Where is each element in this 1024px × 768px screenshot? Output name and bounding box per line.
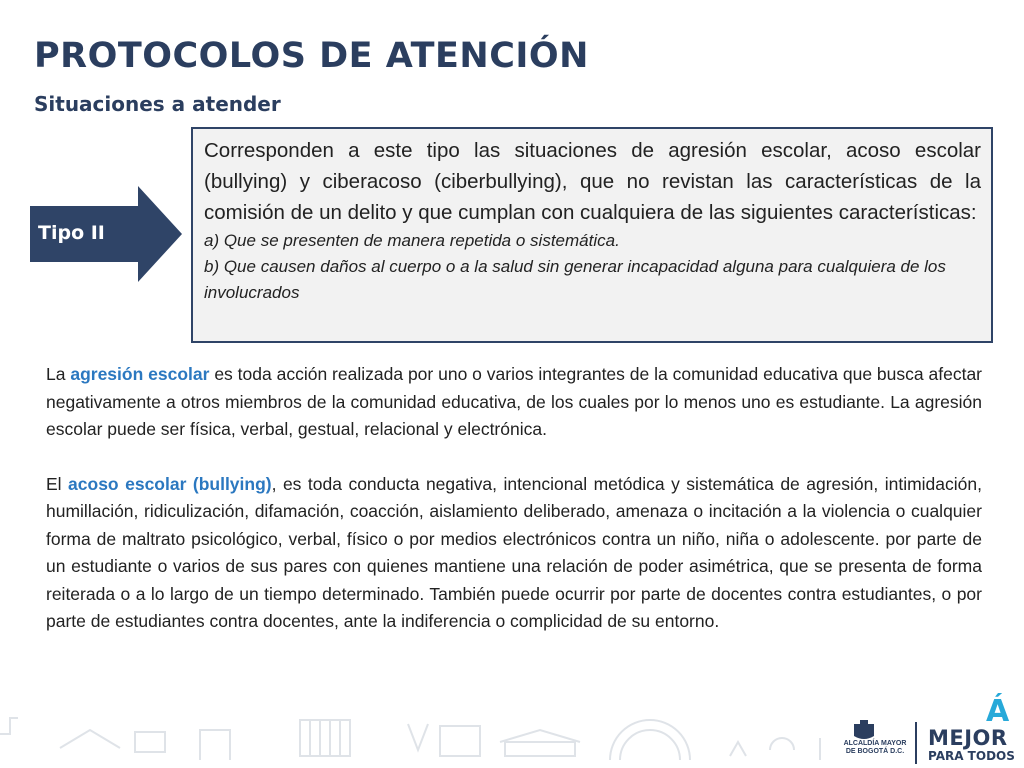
body-text [46,361,982,636]
slide-title: PROTOCOLOS DE ATENCIÓN [34,36,589,76]
paragraph-agresion [46,361,982,444]
definition-box [191,127,993,343]
logo-mejor: MEJOR [928,726,1008,750]
paragraph-acoso-post: , es toda conducta negativa, intencional metódica y sistemática de agresión, intimidación, humillación, ridiculización, difamación, coacción, aislamiento deliberado, amenaza o incitación a la violencia o cualquier forma de maltrato psicológico, verbal, físico o por medios electrónicos contra un niño, niña o adolescente. por parte de un estudiante o varios de sus pares con quienes mantiene una relación de poder asimétrica, que se presenta de forma reiterada o a lo largo de un tiempo determinado. También puede ocurrir por parte de docentes contra estudiantes, o por parte de estudiantes contra docentes, ante la indiferencia o complicidad de su entorno. [46,473,982,631]
term-agresion-escolar: agresión escolar [70,364,210,384]
arrow-label: Tipo II [38,222,105,244]
criterion-a: a) Que se presenten de manera repetida o sistemática. [204,231,620,250]
slide-subtitle: Situaciones a atender [34,92,281,116]
alcaldia-line2: DE BOGOTÁ D.C. [845,748,905,755]
alcaldia-text [838,740,912,756]
alcaldia-line1: ALCALDÍA MAYOR [843,740,907,747]
paragraph-acoso-pre: El [46,473,69,494]
criterion-b: b) Que causen daños al cuerpo o a la salud sin generar incapacidad alguna para cualquiera de los involucrados [204,257,946,302]
term-acoso-escolar: acoso escolar (bullying) [68,473,272,494]
paragraph-acoso [46,471,982,636]
logo-divider [915,722,917,764]
paragraph-agresion-pre: La [46,364,71,384]
paragraph-agresion-post: es toda acción realizada por uno o varios integrantes de la comunidad educativa que busca afectar negativamente a otros miembros de la comunidad educativa, de los cuales por lo menos uno es estudiante. La agresión escolar puede ser física, verbal, gestual, relacional y electrónica. [46,364,982,439]
definition-text: Corresponden a este tipo las situaciones de agresión escolar, acoso escolar (bullying) y ciberacoso (ciberbullying), que no revistan las características de la comisión de un delito y que cumplan con cualquiera de las siguientes características: [204,139,981,224]
logo-accent: Á [986,694,1010,729]
logo-para-todos: PARA TODOS [928,749,1015,763]
